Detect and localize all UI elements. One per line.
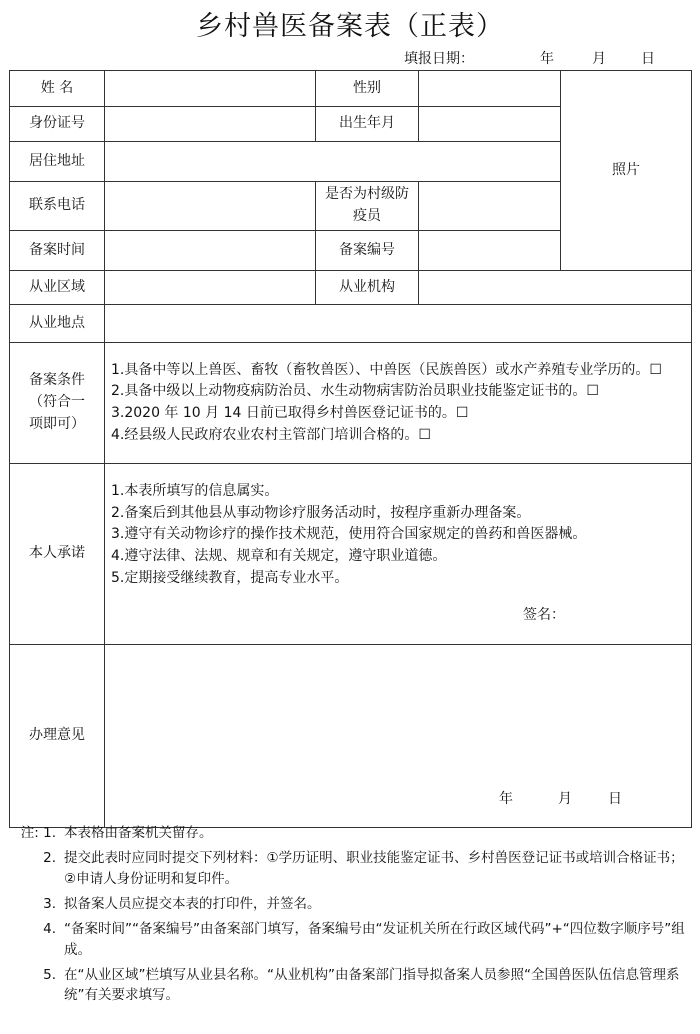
record-time-field[interactable] [105, 231, 316, 271]
promise-item: 1.本表所填写的信息属实。 [111, 482, 279, 499]
epidemic-staff-label: 是否为村级防疫员 [316, 182, 419, 231]
birth-field[interactable] [419, 107, 561, 142]
gender-field[interactable] [419, 71, 561, 107]
note-item [16, 919, 688, 961]
note-number: 2. [43, 849, 56, 866]
phone-label: 联系电话 [10, 182, 105, 231]
name-field[interactable] [105, 71, 316, 107]
promise-item: 4.遵守法律、法规、规章和有关规定，遵守职业道德。 [111, 548, 447, 564]
signature-label[interactable]: 签名： [523, 607, 565, 624]
conditions-label-line: （符合一 [29, 394, 85, 411]
practice-area-field[interactable] [105, 271, 316, 305]
note-text: 拟备案人员应提交本表的打印件，并签名。 [64, 895, 321, 912]
note-item [16, 848, 688, 890]
condition-item[interactable]: 2.具备中级以上动物疫病防治员、水生动物病害防治员职业技能鉴定证书的。☐ [111, 383, 599, 400]
opinion-date [111, 789, 685, 809]
condition-item[interactable]: 3.2020 年 10 月 14 日前已取得乡村兽医登记证书的。☐ [111, 405, 469, 421]
conditions-label [10, 343, 105, 464]
promise-item: 2.备案后到其他县从事动物诊疗服务活动时，按程序重新办理备案。 [111, 504, 531, 521]
promise-list [105, 464, 692, 645]
promise-item: 5.定期接受继续教育，提高专业水平。 [111, 569, 349, 586]
opinion-label: 办理意见 [10, 645, 105, 828]
record-form-table [9, 70, 692, 828]
note-text: 提交此表时应同时提交下列材料：①学历证明、职业技能鉴定证书、乡村兽医登记证书或培训合格证书；②申请人身份证明和复印件。 [64, 849, 684, 887]
photo-box[interactable]: 照片 [561, 71, 692, 271]
condition-item[interactable]: 1.具备中等以上兽医、畜牧（畜牧兽医）、中兽医（民族兽医）或水产养殖专业学历的。☐ [111, 361, 662, 378]
fill-date-month: 月 [592, 51, 606, 67]
practice-org-label: 从业机构 [316, 271, 419, 305]
notes-section [16, 823, 688, 1010]
conditions-list [105, 343, 692, 464]
id-number-label: 身份证号 [10, 107, 105, 142]
fill-date-line [0, 48, 700, 68]
opinion-day: 日 [608, 791, 622, 807]
phone-field[interactable] [105, 182, 316, 231]
conditions-label-line: 备案条件 [29, 372, 85, 389]
address-label: 居住地址 [10, 142, 105, 182]
note-number: 5. [43, 966, 56, 983]
epidemic-staff-field[interactable] [419, 182, 561, 231]
note-item [16, 965, 688, 1007]
practice-area-label: 从业区域 [10, 271, 105, 305]
practice-place-field[interactable] [105, 305, 692, 343]
practice-place-label: 从业地点 [10, 305, 105, 343]
note-number: 4. [43, 920, 56, 937]
note-number: 3. [43, 895, 56, 912]
opinion-year: 年 [499, 791, 513, 807]
birth-label: 出生年月 [316, 107, 419, 142]
note-item [16, 823, 688, 844]
note-text: 在“从业区域”栏填写从业县名称。“从业机构”由备案部门指导拟备案人员参照“全国兽医队伍信息管理系统”有关要求填写。 [64, 966, 680, 1004]
note-text: 本表格由备案机关留存。 [64, 825, 213, 841]
note-text: “备案时间”“备案编号”由备案部门填写，备案编号由“发证机关所在行政区域代码”+“四位数字顺序号”组成。 [64, 920, 685, 958]
promise-label: 本人承诺 [10, 464, 105, 645]
promise-item: 3.遵守有关动物诊疗的操作技术规范，使用符合国家规定的兽药和兽医器械。 [111, 526, 587, 543]
note-number: 注: 1. [20, 825, 56, 841]
conditions-label-line: 项即可） [29, 415, 85, 432]
record-number-field[interactable] [419, 231, 561, 271]
opinion-month: 月 [558, 791, 572, 807]
address-field[interactable] [105, 142, 561, 182]
record-number-label: 备案编号 [316, 231, 419, 271]
form-title: 乡村兽医备案表（正表） [196, 11, 504, 42]
record-time-label: 备案时间 [10, 231, 105, 271]
fill-date-year: 年 [540, 51, 554, 67]
gender-label: 性别 [316, 71, 419, 107]
note-item [16, 894, 688, 915]
opinion-field[interactable] [105, 645, 692, 828]
condition-item[interactable]: 4.经县级人民政府农业农村主管部门培训合格的。☐ [111, 426, 431, 443]
practice-org-field[interactable] [419, 271, 692, 305]
fill-date-label: 填报日期： [404, 51, 474, 67]
id-number-field[interactable] [105, 107, 316, 142]
name-label: 姓 名 [10, 71, 105, 107]
fill-date-day: 日 [641, 51, 655, 67]
